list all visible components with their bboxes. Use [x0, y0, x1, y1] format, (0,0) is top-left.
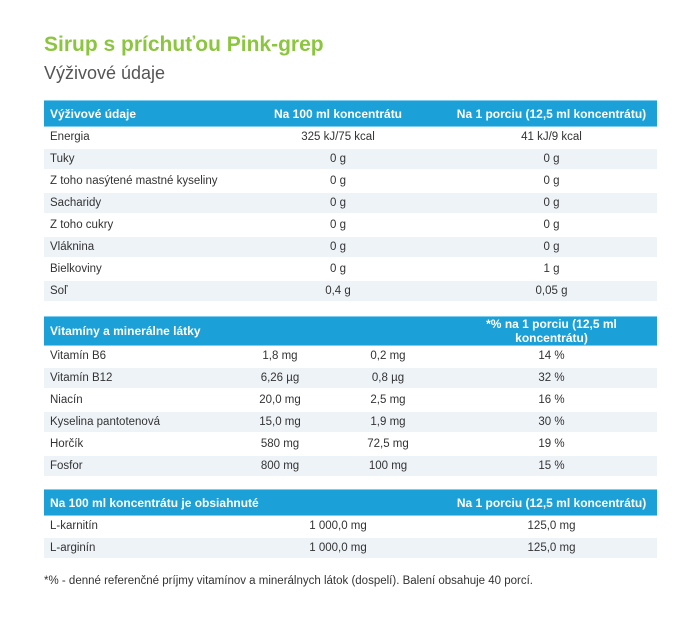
- page-title: Sirup s príchuťou Pink-grep: [44, 33, 324, 56]
- table-row: [44, 516, 657, 538]
- per-portion-value: 1,9 mg: [330, 411, 446, 433]
- table-row: [44, 192, 657, 214]
- per-portion-value: 0 g: [446, 148, 657, 170]
- reference-intake-percent: 16 %: [446, 389, 657, 411]
- vitamin-name: Fosfor: [44, 455, 230, 477]
- per-portion-value: 0 g: [446, 236, 657, 258]
- table-row: [44, 389, 657, 411]
- per-100ml-value: 0 g: [230, 258, 446, 280]
- per-100ml-value: 1 000,0 mg: [230, 516, 446, 538]
- reference-intake-percent: 15 %: [446, 455, 657, 477]
- per-100ml-value: 0 g: [230, 148, 446, 170]
- per-100ml-value: 20,0 mg: [230, 389, 330, 411]
- column-header: Výživové údaje: [44, 101, 230, 127]
- per-100ml-value: 0 g: [230, 236, 446, 258]
- nutrition-table: [44, 100, 657, 303]
- column-header: Na 100 ml koncentrátu je obsiahnuté: [44, 490, 446, 516]
- vitamin-name: Niacín: [44, 389, 230, 411]
- per-100ml-value: 800 mg: [230, 455, 330, 477]
- per-100ml-value: 6,26 µg: [230, 367, 330, 389]
- table-row: [44, 236, 657, 258]
- page-subtitle: Výživové údaje: [44, 63, 166, 83]
- table-row: [44, 214, 657, 236]
- table-header-row: [44, 101, 657, 127]
- table-row: [44, 433, 657, 455]
- reference-intake-percent: 19 %: [446, 433, 657, 455]
- column-header: *% na 1 porciu (12,5 ml koncentrátu): [446, 317, 657, 346]
- table-row: [44, 346, 657, 368]
- nutrient-name: Vláknina: [44, 236, 230, 258]
- vitamin-name: Horčík: [44, 433, 230, 455]
- per-portion-value: 0 g: [446, 192, 657, 214]
- table-row: [44, 170, 657, 192]
- nutrient-name: Z toho cukry: [44, 214, 230, 236]
- reference-intake-percent: 14 %: [446, 346, 657, 368]
- nutrient-name: Tuky: [44, 148, 230, 170]
- column-header: Na 100 ml koncentrátu: [230, 101, 446, 127]
- reference-intake-percent: 32 %: [446, 367, 657, 389]
- vitamins-table: [44, 316, 657, 478]
- nutrient-name: Energia: [44, 127, 230, 149]
- extras-table: [44, 489, 657, 560]
- column-header: Vitamíny a minerálne látky: [44, 317, 446, 346]
- table-header-row: [44, 317, 657, 346]
- table-row: [44, 127, 657, 149]
- per-portion-value: 125,0 mg: [446, 537, 657, 559]
- footnote: *% - denné referenčné príjmy vitamínov a minerálnych látok (dospelí). Balení obsahuje 40 porcí.: [44, 575, 534, 587]
- table-row: [44, 148, 657, 170]
- per-portion-value: 0,05 g: [446, 280, 657, 302]
- per-portion-value: 2,5 mg: [330, 389, 446, 411]
- table-row: [44, 411, 657, 433]
- column-header: Na 1 porciu (12,5 ml koncentrátu): [446, 101, 657, 127]
- ingredient-name: L-arginín: [44, 537, 230, 559]
- table-row: [44, 258, 657, 280]
- per-portion-value: 125,0 mg: [446, 516, 657, 538]
- per-portion-value: 100 mg: [330, 455, 446, 477]
- per-100ml-value: 0 g: [230, 192, 446, 214]
- nutrient-name: Sacharidy: [44, 192, 230, 214]
- nutrient-name: Soľ: [44, 280, 230, 302]
- table-header-row: [44, 490, 657, 516]
- per-portion-value: 72,5 mg: [330, 433, 446, 455]
- per-100ml-value: 0 g: [230, 214, 446, 236]
- per-100ml-value: 1,8 mg: [230, 346, 330, 368]
- per-100ml-value: 580 mg: [230, 433, 330, 455]
- table-row: [44, 280, 657, 302]
- vitamin-name: Vitamín B12: [44, 367, 230, 389]
- table-row: [44, 367, 657, 389]
- vitamin-name: Vitamín B6: [44, 346, 230, 368]
- per-100ml-value: 0 g: [230, 170, 446, 192]
- table-row: [44, 455, 657, 477]
- per-portion-value: 0 g: [446, 214, 657, 236]
- nutrient-name: Z toho nasýtené mastné kyseliny: [44, 170, 230, 192]
- reference-intake-percent: 30 %: [446, 411, 657, 433]
- vitamin-name: Kyselina pantotenová: [44, 411, 230, 433]
- per-portion-value: 0 g: [446, 170, 657, 192]
- nutrient-name: Bielkoviny: [44, 258, 230, 280]
- per-100ml-value: 0,4 g: [230, 280, 446, 302]
- per-portion-value: 0,8 µg: [330, 367, 446, 389]
- per-100ml-value: 325 kJ/75 kcal: [230, 127, 446, 149]
- per-portion-value: 41 kJ/9 kcal: [446, 127, 657, 149]
- per-portion-value: 1 g: [446, 258, 657, 280]
- column-header: Na 1 porciu (12,5 ml koncentrátu): [446, 490, 657, 516]
- per-portion-value: 0,2 mg: [330, 346, 446, 368]
- per-100ml-value: 15,0 mg: [230, 411, 330, 433]
- per-100ml-value: 1 000,0 mg: [230, 537, 446, 559]
- ingredient-name: L-karnitín: [44, 516, 230, 538]
- table-row: [44, 537, 657, 559]
